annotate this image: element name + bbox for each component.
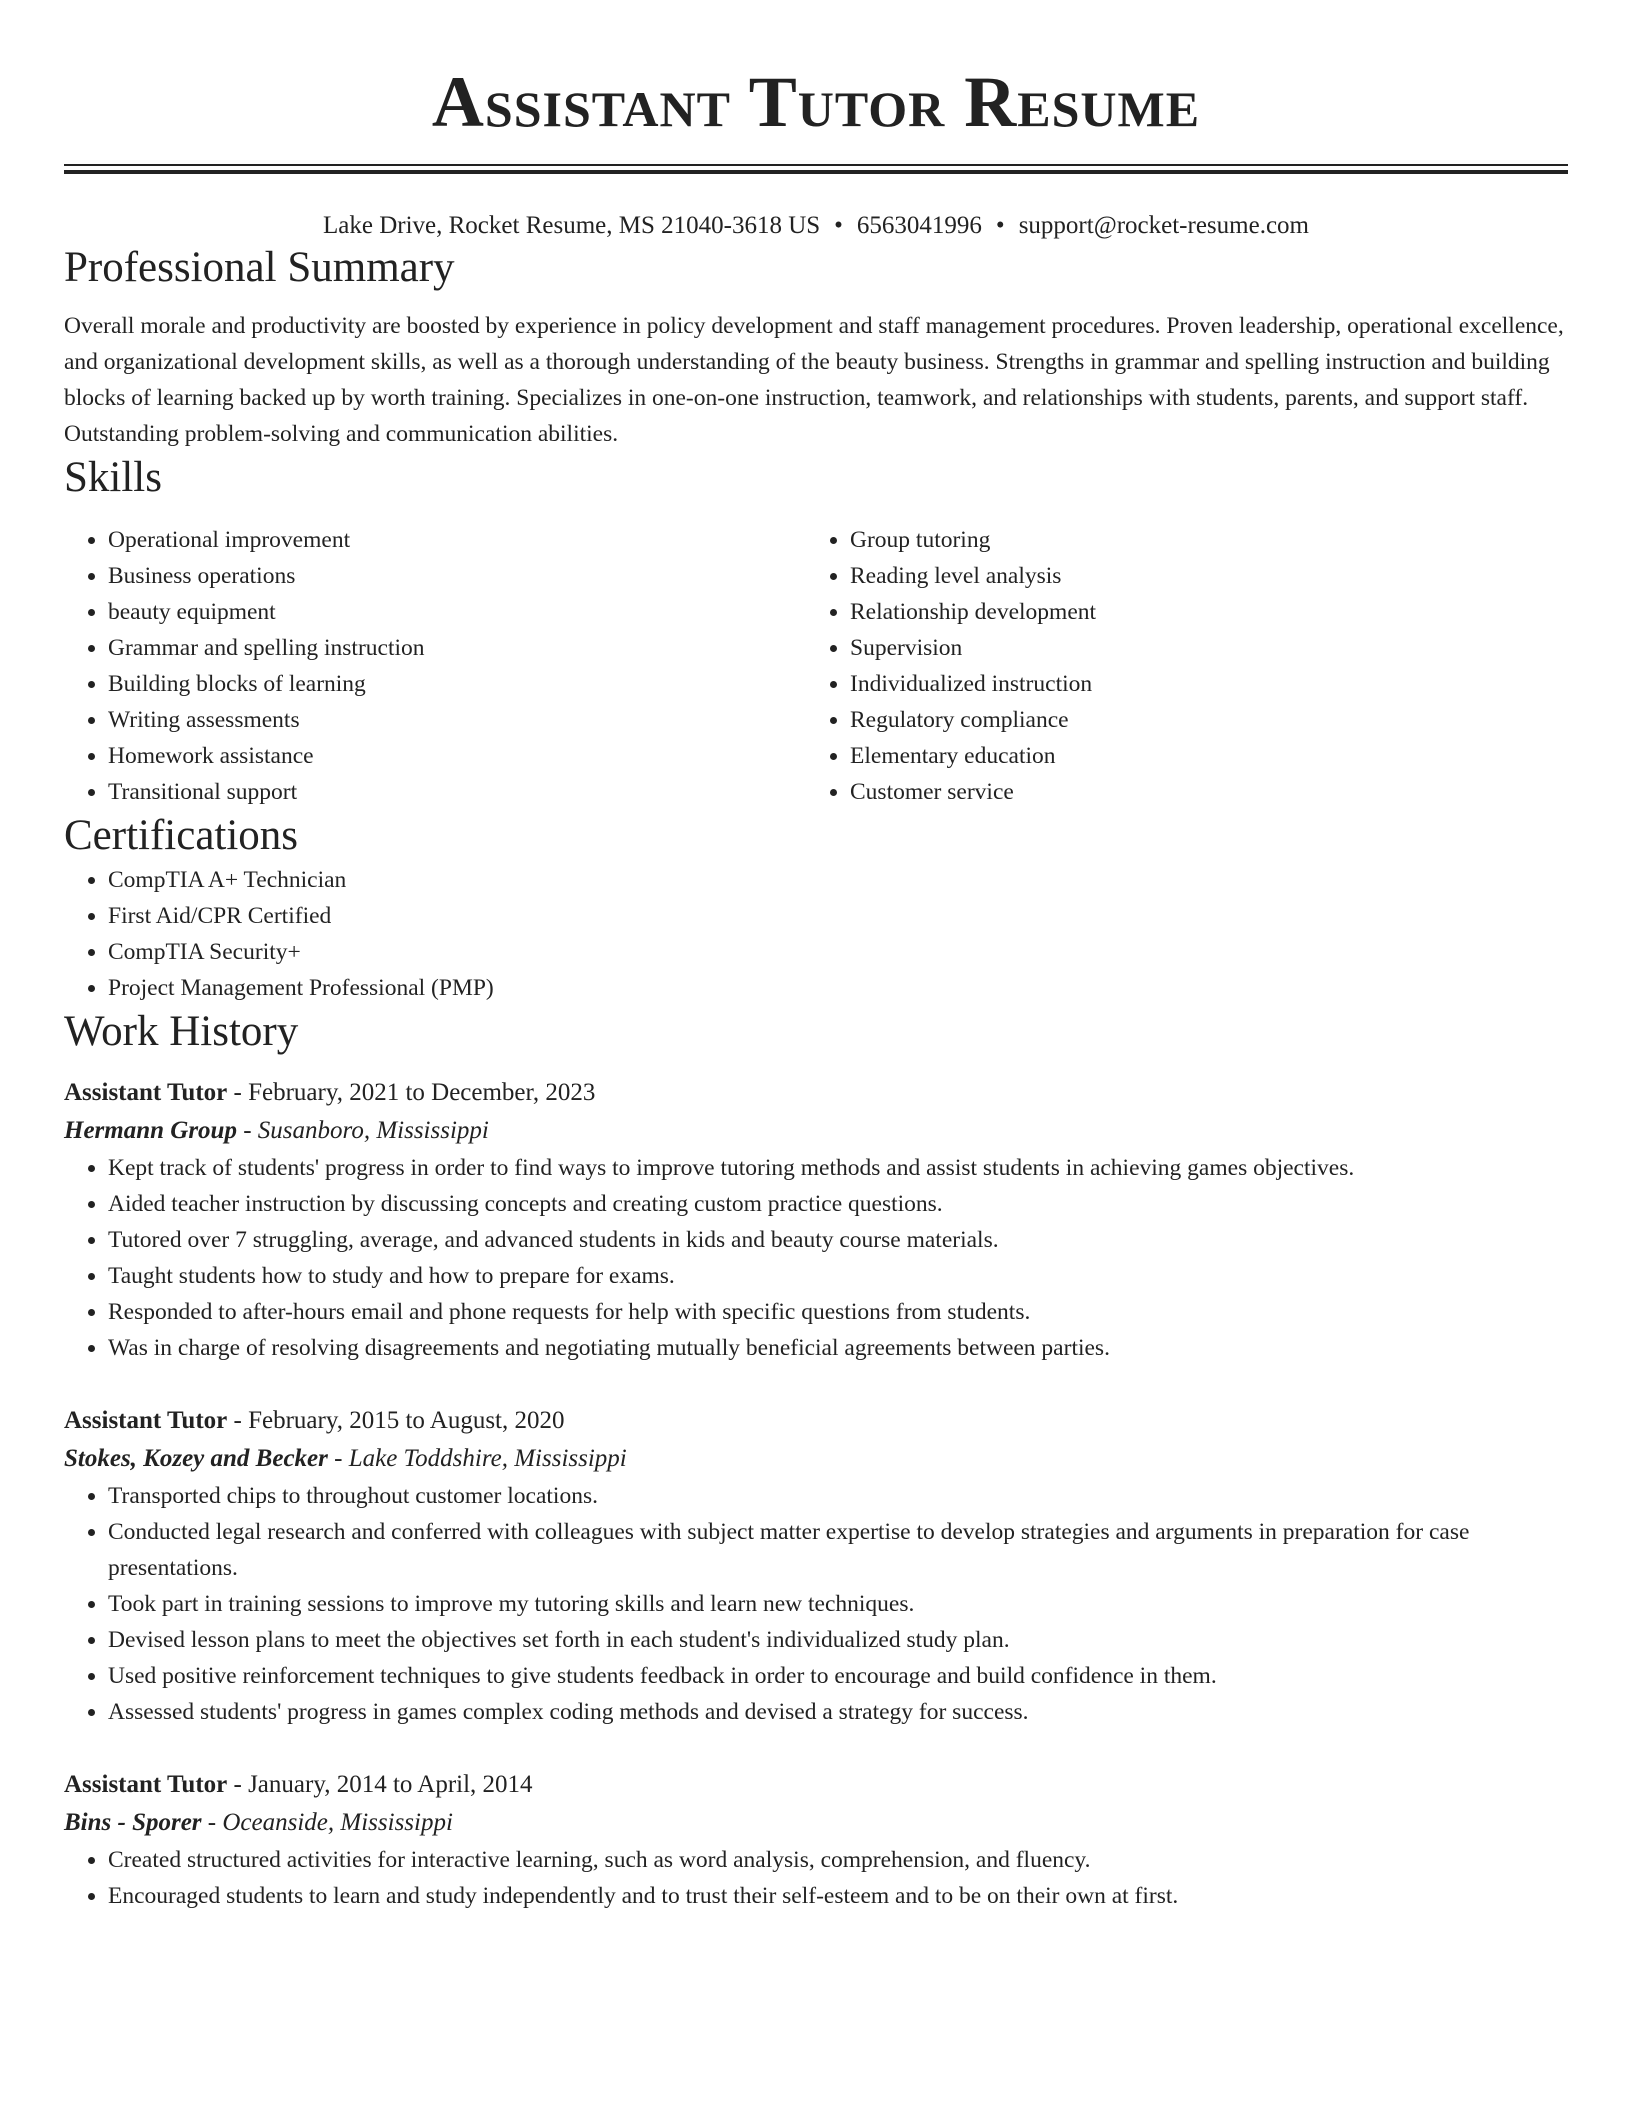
job-company: Hermann Group	[64, 1117, 237, 1144]
skill-item: • Elementary education	[850, 738, 1548, 774]
title-divider	[64, 164, 1568, 174]
certification-item: • Project Management Professional (PMP)	[108, 970, 1568, 1006]
job-duty: • Aided teacher instruction by discussing concepts and creating custom practice questions.	[108, 1186, 1568, 1222]
job-title-line	[64, 1766, 1568, 1804]
job-company: Stokes, Kozey and Becker	[64, 1445, 328, 1472]
job-role: Assistant Tutor	[64, 1771, 228, 1798]
certifications-list	[64, 862, 1568, 1006]
job-location: - Oceanside, Mississippi	[201, 1809, 453, 1836]
work-history-heading: Work History	[64, 1008, 299, 1055]
job-duty: • Took part in training sessions to improve my tutoring skills and learn new techniques.	[108, 1586, 1568, 1622]
skill-item: • Group tutoring	[850, 522, 1548, 558]
job-duty: • Transported chips to throughout customer locations.	[108, 1478, 1568, 1514]
job-entry	[64, 1766, 1568, 1914]
job-duty: • Used positive reinforcement techniques to give students feedback in order to encourage and build confidence in them.	[108, 1658, 1568, 1694]
page-title: Assistant Tutor Resume	[431, 62, 1201, 142]
skill-item: • Supervision	[850, 630, 1548, 666]
skills-column-right	[806, 522, 1548, 810]
job-entry	[64, 1402, 1568, 1730]
job-company-line	[64, 1804, 1568, 1842]
job-duties-list	[64, 1478, 1568, 1730]
skill-item: • Customer service	[850, 774, 1548, 810]
certification-item: • First Aid/CPR Certified	[108, 898, 1568, 934]
job-location: - Susanboro, Mississippi	[236, 1117, 489, 1144]
summary-heading: Professional Summary	[64, 244, 455, 291]
job-duty: • Created structured activities for interactive learning, such as word analysis, comprehension, and fluency.	[108, 1842, 1568, 1878]
certification-item: • CompTIA A+ Technician	[108, 862, 1568, 898]
job-dates: - February, 2021 to December, 2023	[227, 1079, 596, 1106]
job-duty: • Responded to after-hours email and phone requests for help with specific questions from students.	[108, 1294, 1568, 1330]
skill-item: • beauty equipment	[108, 594, 806, 630]
job-duty: • Was in charge of resolving disagreements and negotiating mutually beneficial agreements between parties.	[108, 1330, 1568, 1366]
job-company: Bins - Sporer	[64, 1809, 202, 1836]
bullet-separator: •	[834, 212, 843, 239]
skills-list-right	[806, 522, 1548, 810]
skills-heading: Skills	[64, 454, 162, 501]
contact-address: Lake Drive, Rocket Resume, MS 21040-3618 US	[323, 212, 821, 239]
skill-item: • Regulatory compliance	[850, 702, 1548, 738]
skill-item: • Business operations	[108, 558, 806, 594]
contact-line	[64, 210, 1568, 242]
job-company-line	[64, 1112, 1568, 1150]
job-duty: • Conducted legal research and conferred with colleagues with subject matter expertise to develop strategies and arguments in preparation for case presentations.	[108, 1514, 1568, 1586]
skill-item: • Transitional support	[108, 774, 806, 810]
job-duty: • Taught students how to study and how to prepare for exams.	[108, 1258, 1568, 1294]
skill-item: • Building blocks of learning	[108, 666, 806, 702]
job-duty: • Kept track of students' progress in order to find ways to improve tutoring methods and assist students in achieving games objectives.	[108, 1150, 1568, 1186]
contact-email: support@rocket-resume.com	[1018, 212, 1309, 239]
job-duty: • Tutored over 7 struggling, average, and advanced students in kids and beauty course materials.	[108, 1222, 1568, 1258]
job-entry	[64, 1074, 1568, 1366]
skill-item: • Homework assistance	[108, 738, 806, 774]
job-title-line	[64, 1074, 1568, 1112]
job-duties-list	[64, 1150, 1568, 1366]
job-company-line	[64, 1440, 1568, 1478]
skill-item: • Relationship development	[850, 594, 1548, 630]
job-role: Assistant Tutor	[64, 1407, 228, 1434]
job-dates: - January, 2014 to April, 2014	[227, 1771, 533, 1798]
skill-item: • Operational improvement	[108, 522, 806, 558]
summary-text: Overall morale and productivity are boosted by experience in policy development and staff management procedures. Proven leadership, operational excellence, and organizational development skills, as well as a thorough understanding of the beauty business. Strengths in grammar and spelling instruction and building blocks of learning backed up by worth training. Specializes in one-on-one instruction, teamwork, and relationships with students, parents, and support staff. Outstanding problem-solving and communication abilities.	[64, 313, 1564, 447]
skills-column-left	[64, 522, 806, 810]
bullet-separator: •	[995, 212, 1005, 239]
skills-list-left	[64, 522, 806, 810]
job-duty: • Devised lesson plans to meet the objectives set forth in each student's individualized study plan.	[108, 1622, 1568, 1658]
contact-phone: 6563041996	[856, 212, 982, 239]
skills-grid	[64, 522, 1568, 810]
certifications-heading: Certifications	[64, 812, 299, 859]
job-duties-list	[64, 1842, 1568, 1914]
job-location: - Lake Toddshire, Mississippi	[327, 1445, 627, 1472]
job-title-line	[64, 1402, 1568, 1440]
job-duty: • Assessed students' progress in games complex coding methods and devised a strategy for success.	[108, 1694, 1568, 1730]
skill-item: • Writing assessments	[108, 702, 806, 738]
skill-item: • Reading level analysis	[850, 558, 1548, 594]
job-duty: • Encouraged students to learn and study independently and to trust their self-esteem and to be on their own at first.	[108, 1878, 1568, 1914]
skill-item: • Individualized instruction	[850, 666, 1548, 702]
job-role: Assistant Tutor	[64, 1079, 228, 1106]
resume-page	[64, 0, 1568, 1914]
certification-item: • CompTIA Security+	[108, 934, 1568, 970]
skill-item: • Grammar and spelling instruction	[108, 630, 806, 666]
job-dates: - February, 2015 to August, 2020	[227, 1407, 565, 1434]
